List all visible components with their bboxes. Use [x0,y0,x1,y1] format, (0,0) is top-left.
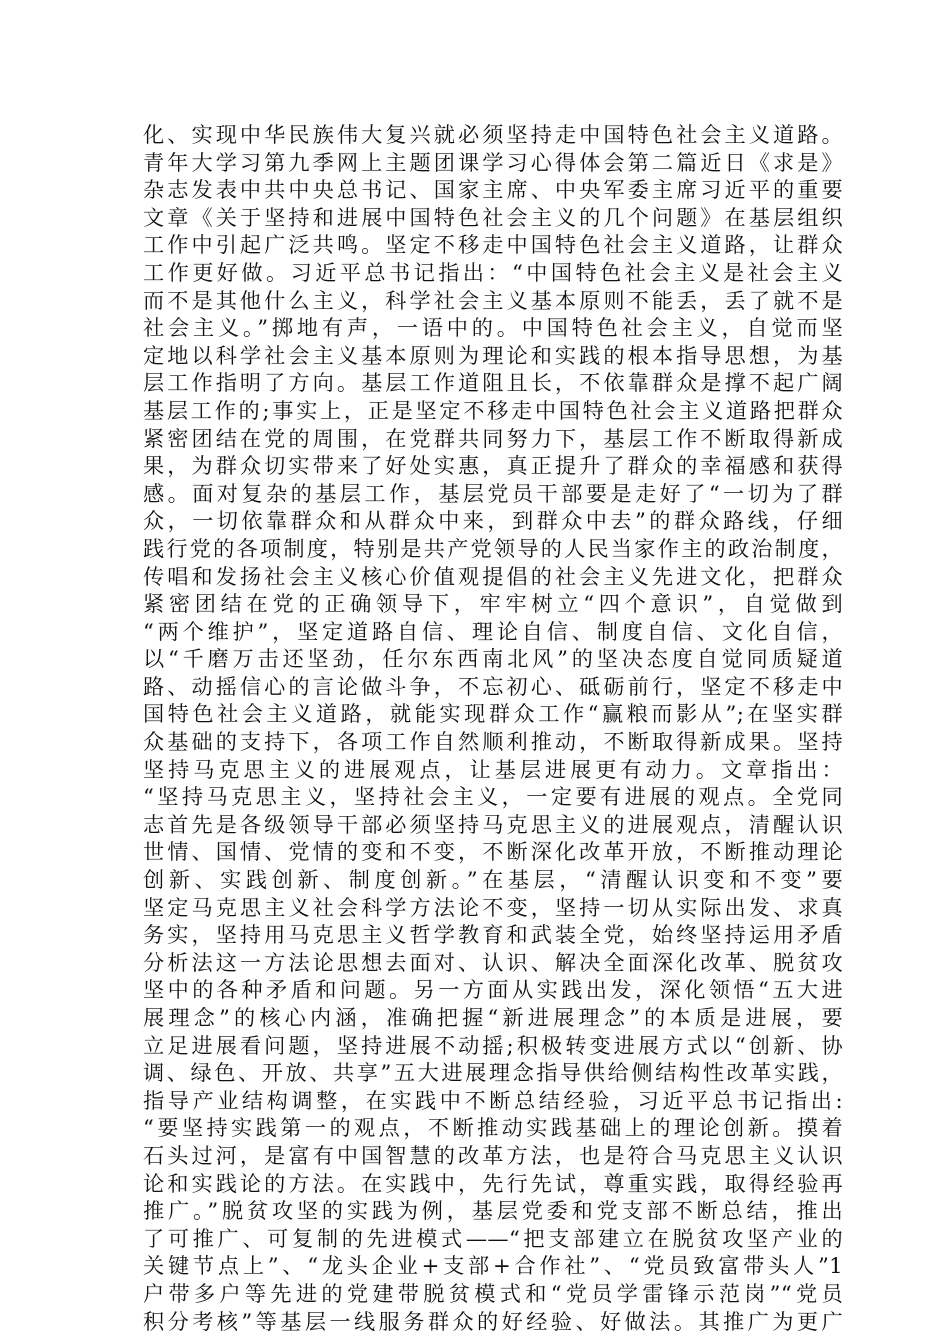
text-line: 务实，坚持用马克思主义哲学教育和武装全党，始终坚持运用矛盾 [143,922,843,948]
text-line: 文章《关于坚持和进展中国特色社会主义的几个问题》在基层组织 [143,204,843,230]
text-line: 青年大学习第九季网上主题团课学习心得体会第二篇近日《求是》 [143,149,843,175]
text-line: 定地以科学社会主义基本原则为理论和实践的根本指导思想，为基 [143,342,843,368]
text-line: 而不是其他什么主义，科学社会主义基本原则不能丢，丢了就不是 [143,287,843,313]
text-line: 践行党的各项制度，特别是共产党领导的人民当家作主的政治制度， [143,535,843,561]
body-text [143,121,843,1335]
text-line: “坚持马克思主义，坚持社会主义，一定要有进展的观点。全党同 [143,784,843,810]
text-line: 调、绿色、开放、共享”五大进展理念指导供给侧结构性改革实践， [143,1060,843,1086]
text-line: 基层工作的;事实上，正是坚定不移走中国特色社会主义道路把群众 [143,397,843,423]
text-line: 众基础的支持下，各项工作自然顺利推动，不断取得新成果。坚持 [143,729,843,755]
text-line: 户带多户等先进的党建带脱贫模式和“党员学雷锋示范岗”“党员 [143,1280,843,1306]
text-line: 感。面对复杂的基层工作，基层党员干部要是走好了“一切为了群 [143,480,843,506]
text-line: 志首先是各级领导干部必须坚持马克思主义的进展观点，清醒认识 [143,811,843,837]
text-line: 以“千磨万击还坚劲，任尔东西南北风”的坚决态度自觉同质疑道 [143,646,843,672]
text-line: 工作更好做。习近平总书记指出：“中国特色社会主义是社会主义 [143,259,843,285]
text-line: 世情、国情、党情的变和不变，不断深化改革开放，不断推动理论 [143,839,843,865]
text-line: 坚定马克思主义社会科学方法论不变，坚持一切从实际出发、求真 [143,894,843,920]
text-line: 指导产业结构调整，在实践中不断总结经验，习近平总书记指出: [143,1087,843,1113]
text-line: 紧密团结在党的正确领导下，牢牢树立“四个意识”，自觉做到 [143,591,843,617]
text-line: 积分考核”等基层一线服务群众的好经验、好做法。其推广为更广 [143,1308,843,1334]
text-line: “两个维护”，坚定道路自信、理论自信、制度自信、文化自信， [143,618,843,644]
text-line: 社会主义。”掷地有声，一语中的。中国特色社会主义，自觉而坚 [143,315,843,341]
text-line: 了可推广、可复制的先进模式——“把支部建立在脱贫攻坚产业的 [143,1225,843,1251]
text-line: 推广。”脱贫攻坚的实践为例，基层党委和党支部不断总结，推出 [143,1198,843,1224]
text-line: 展理念”的核心内涵，准确把握“新进展理念”的本质是进展，要 [143,1005,843,1030]
text-line: 化、实现中华民族伟大复兴就必须坚持走中国特色社会主义道路。 [143,122,843,147]
text-line: 紧密团结在党的周围，在党群共同努力下，基层工作不断取得新成 [143,425,843,451]
text-line: 坚持马克思主义的进展观点，让基层进展更有动力。文章指出： [143,756,843,782]
text-line: 果，为群众切实带来了好处实惠，真正提升了群众的幸福感和获得 [143,453,843,479]
text-line: “要坚持实践第一的观点，不断推动实践基础上的理论创新。摸着 [143,1115,843,1141]
text-line: 众，一切依靠群众和从群众中来，到群众中去”的群众路线，仔细 [143,508,843,534]
text-line: 层工作指明了方向。基层工作道阻且长，不依靠群众是撑不起广阔 [143,370,843,396]
text-line: 工作中引起广泛共鸣。坚定不移走中国特色社会主义道路，让群众 [143,232,843,258]
text-line: 立足进展看问题，坚持进展不动摇;积极转变进展方式以“创新、协 [143,1032,843,1058]
text-line: 关键节点上”、“龙头企业+支部+合作社”、“党员致富带头人”1 [143,1253,843,1279]
text-line: 国特色社会主义道路，就能实现群众工作“赢粮而影从”;在坚实群 [143,701,843,727]
text-line: 石头过河，是富有中国智慧的改革方法，也是符合马克思主义认识 [143,1142,843,1168]
text-line: 创新、实践创新、制度创新。”在基层，“清醒认识变和不变”要 [143,867,843,893]
text-line: 路、动摇信心的言论做斗争，不忘初心、砥砺前行，坚定不移走中 [143,673,843,699]
text-line: 分析法这一方法论思想去面对、认识、解决全面深化改革、脱贫攻 [143,949,843,975]
text-line: 论和实践论的方法。在实践中，先行先试，尊重实践，取得经验再 [143,1170,843,1196]
text-line: 坚中的各种矛盾和问题。另一方面从实践出发，深化领悟“五大进 [143,977,843,1003]
text-line: 传唱和发扬社会主义核心价值观提倡的社会主义先进文化，把群众 [143,563,843,589]
text-line: 杂志发表中共中央总书记、国家主席、中央军委主席习近平的重要 [143,177,843,203]
